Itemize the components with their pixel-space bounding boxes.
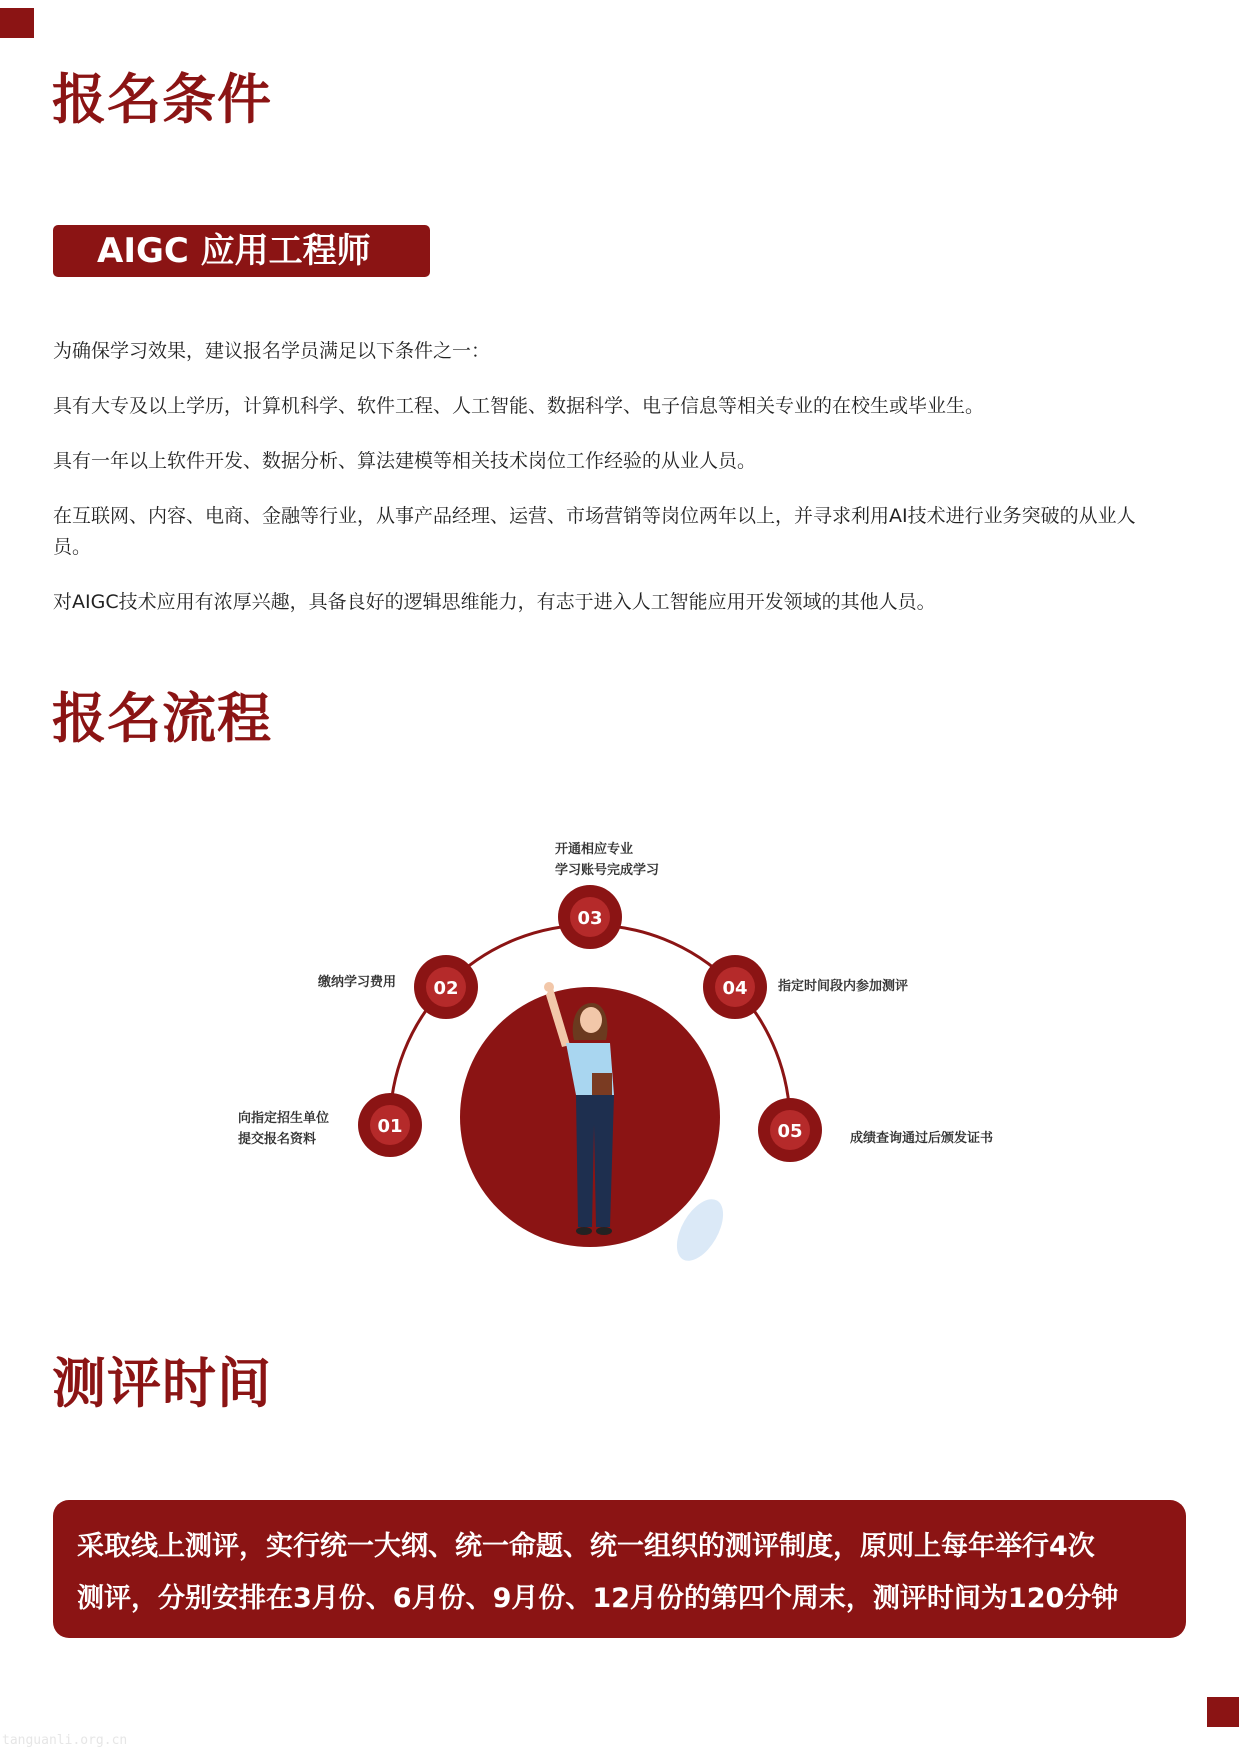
section-title-exam-time: 测评时间 — [52, 1352, 272, 1415]
step-label-03 — [555, 839, 659, 881]
section-title-requirements: 报名条件 — [52, 68, 272, 131]
exam-time-line2: 测评，分别安排在3月份、6月份、9月份、12月份的第四个周末，测评时间为120分钟 — [77, 1583, 1119, 1614]
step-label-05-line1: 成绩查询通过后颁发证书 — [850, 1131, 994, 1146]
section-title-process: 报名流程 — [52, 687, 272, 750]
step-label-05 — [850, 1128, 993, 1149]
step-number-04: 04 — [722, 978, 748, 999]
step-number-01: 01 — [377, 1116, 403, 1137]
step-label-01-line1: 向指定招生单位 — [238, 1111, 330, 1126]
process-diagram-graphic — [200, 825, 1040, 1265]
requirement-item: 具有大专及以上学历，计算机科学、软件工程、人工智能、数据科学、电子信息等相关专业的在校生或毕业生。 — [53, 395, 985, 417]
step-number-03: 03 — [577, 908, 603, 929]
exam-time-box — [53, 1500, 1186, 1638]
exam-time-line1: 采取线上测评，实行统一大纲、统一命题、统一组织的测评制度，原则上每年举行4次 — [77, 1531, 1095, 1562]
step-label-02 — [318, 972, 396, 993]
step-number-05: 05 — [777, 1121, 803, 1142]
requirement-item: 对AIGC技术应用有浓厚兴趣，具备良好的逻辑思维能力，有志于进入人工智能应用开发领域的其他人员。 — [53, 591, 936, 613]
badge-aigc-engineer: AIGC 应用工程师 — [53, 225, 430, 277]
step-label-01 — [238, 1108, 329, 1150]
corner-decoration-bottom-right — [1207, 1697, 1239, 1727]
step-label-04 — [778, 976, 908, 997]
requirements-list — [53, 336, 1153, 642]
step-label-03-line2: 学习账号完成学习 — [555, 863, 660, 878]
requirement-item: 在互联网、内容、电商、金融等行业，从事产品经理、运营、市场营销等岗位两年以上，并寻求利用AI技术进行业务突破的从业人员。 — [53, 505, 1136, 558]
step-number-02: 02 — [433, 978, 459, 999]
corner-decoration-top-left — [0, 8, 34, 38]
step-label-01-line2: 提交报名资料 — [238, 1132, 317, 1147]
process-diagram — [200, 825, 1040, 1265]
step-label-02-line1: 缴纳学习费用 — [318, 975, 397, 990]
requirements-intro: 为确保学习效果，建议报名学员满足以下条件之一： — [53, 340, 491, 362]
step-label-03-line1: 开通相应专业 — [555, 842, 634, 857]
requirement-item: 具有一年以上软件开发、数据分析、算法建模等相关技术岗位工作经验的从业人员。 — [53, 450, 757, 472]
watermark-text: tanguanli.org.cn — [2, 1733, 128, 1748]
step-label-04-line1: 指定时间段内参加测评 — [778, 979, 909, 994]
